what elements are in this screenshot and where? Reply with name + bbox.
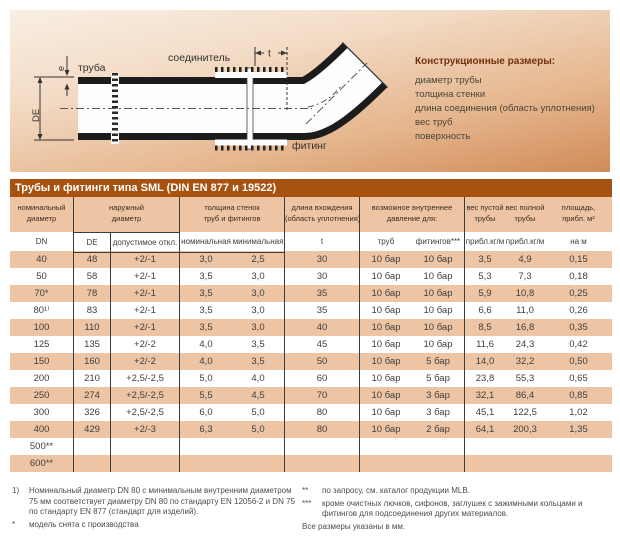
- subheader-cell: прибл.кг/м: [465, 237, 505, 246]
- table-cell: 10 бар: [412, 302, 465, 319]
- table-cell: 10 бар: [412, 285, 465, 302]
- table-cell: 55,3: [515, 373, 535, 384]
- table-cell: 5,3: [478, 271, 492, 282]
- group-header-line: прибл. м²: [562, 214, 595, 223]
- table-cell: 10 бар: [371, 305, 401, 316]
- table-cell: +2/-2: [111, 353, 180, 370]
- fitting-label: фитинг: [292, 140, 327, 152]
- subheader-cell: труб: [377, 237, 395, 246]
- table-cell: 10 бар: [371, 254, 401, 265]
- table-cell: 10 бар: [412, 336, 465, 353]
- wall-thickness-label: e: [56, 65, 66, 71]
- footnote-marker: *: [12, 519, 16, 529]
- table-cell: 500**: [10, 438, 74, 455]
- table-cell: 10 бар: [371, 424, 401, 435]
- table-cell: 0,26: [569, 305, 588, 316]
- subheader-cell: прибл.кг/м: [505, 237, 545, 246]
- table-cell: [111, 455, 180, 472]
- table-cell: 0,85: [569, 390, 588, 401]
- table-cell: 4,5: [232, 387, 285, 404]
- table-cell: 30: [285, 268, 360, 285]
- table-cell: 70: [285, 387, 360, 404]
- column-group-header: [10, 197, 74, 232]
- table-cell: 10 бар: [371, 339, 401, 350]
- table-cell: 0,18: [569, 271, 588, 282]
- table-row: [10, 268, 612, 285]
- table-cell: [545, 455, 612, 472]
- group-header-line: давление для:: [386, 214, 438, 223]
- group-header-line: труб и фитингов: [203, 214, 261, 223]
- table-cell: 0,42: [569, 339, 588, 350]
- table-cell: 3 бар: [412, 404, 465, 421]
- table-cell: 3,0: [232, 319, 285, 336]
- table-cell: 3,5: [199, 288, 213, 299]
- table-cell: [111, 438, 180, 455]
- table-cell: 70*: [10, 285, 74, 302]
- table-cell: 11,0: [516, 305, 534, 316]
- table-cell: 5 бар: [412, 370, 465, 387]
- table-cell: [412, 455, 465, 472]
- table-cell: +2/-1: [111, 268, 180, 285]
- table-cell: 58: [74, 268, 111, 285]
- table-row: [10, 370, 612, 387]
- table-row: [10, 251, 612, 268]
- table-row: [10, 455, 612, 472]
- column-group-header: [74, 197, 180, 232]
- table-cell: +2/-1: [111, 302, 180, 319]
- table-cell: 250: [10, 387, 74, 404]
- table-cell: 10 бар: [371, 373, 401, 384]
- table-cell: 60: [285, 370, 360, 387]
- table-cell: 3,5: [199, 305, 213, 316]
- subheader-cell: номинальная: [180, 232, 232, 253]
- table-cell: 200: [10, 370, 74, 387]
- insertion-length-label: t: [268, 48, 271, 60]
- table-cell: 10 бар: [371, 322, 401, 333]
- table-cell: 6,6: [478, 305, 492, 316]
- construction-dimension-item: вес труб: [415, 117, 453, 128]
- table-title: Трубы и фитинги типа SML (DIN EN 877 и 19522): [10, 179, 612, 197]
- column-group-header: [465, 197, 505, 232]
- construction-dimension-item: длина соединения (область уплотнения): [415, 103, 595, 114]
- group-header-line: диаметр: [26, 214, 57, 223]
- construction-dimension-item: толщина стенки: [415, 89, 486, 100]
- table-cell: 110: [74, 319, 111, 336]
- table-cell: [285, 438, 360, 455]
- table-cell: +2,5/-2,5: [111, 370, 180, 387]
- table-cell: 4,0: [232, 370, 285, 387]
- table-row: [10, 387, 612, 404]
- footnote-text: Номинальный диаметр DN 80 с минимальным внутренним диаметром 75 мм соответствует диаметру DN 80 по стандарту EN 12056-2 и DN 75 по стандарту EN 877 (стандарт для изделий).: [29, 486, 295, 516]
- table-cell: 24,3: [515, 339, 535, 350]
- column-group-header: [505, 197, 545, 232]
- table-cell: 40: [285, 319, 360, 336]
- de-dimension-label: DE: [31, 108, 42, 122]
- table-cell: [232, 438, 285, 455]
- group-header-line: наружный: [109, 203, 144, 212]
- table-cell: 3,0: [232, 268, 285, 285]
- table-cell: 35: [285, 302, 360, 319]
- table-cell: 274: [74, 387, 111, 404]
- table-cell: 32,2: [515, 356, 535, 367]
- group-header-line: трубы: [474, 214, 496, 223]
- group-header-line: номинальный: [17, 203, 66, 212]
- table-cell: [545, 438, 612, 455]
- table-cell: 3 бар: [412, 387, 465, 404]
- table-row: [10, 336, 612, 353]
- group-header-line: толщина стенок: [204, 203, 260, 212]
- subheader-cell: допустимое откл.: [111, 232, 180, 253]
- table-cell: 326: [74, 404, 111, 421]
- table-cell: 0,50: [569, 356, 588, 367]
- table-cell: 5,0: [199, 373, 213, 384]
- table-cell: 1,02: [569, 407, 588, 418]
- table-cell: 14,0: [475, 356, 495, 367]
- table-cell: 83: [74, 302, 111, 319]
- group-header-line: длина вхождения: [291, 203, 353, 212]
- table-cell: 50: [10, 268, 74, 285]
- table-cell: 100: [10, 319, 74, 336]
- table-cell: [232, 455, 285, 472]
- table-cell: 10 бар: [371, 407, 401, 418]
- subheader-cell: t: [285, 232, 360, 253]
- table-cell: 3,5: [232, 353, 285, 370]
- table-cell: 10 бар: [412, 268, 465, 285]
- group-header-line: диаметр: [111, 214, 142, 223]
- footnote-text: кроме очистных лючков, сифонов, заглушек с зажимными кольцами и фитингов для подсоединения других материалов.: [322, 498, 583, 518]
- group-header-line: трубы: [514, 214, 536, 223]
- table-cell: 45,1: [475, 407, 495, 418]
- footnote-text: модель снята с производства: [29, 519, 139, 529]
- table-cell: 0,15: [569, 254, 588, 265]
- sml-table: [10, 179, 612, 472]
- table-cell: 150: [10, 353, 74, 370]
- table-cell: +2/-1: [111, 319, 180, 336]
- table-cell: 3,0: [232, 302, 285, 319]
- dimensions-note: Все размеры указаны в мм.: [302, 521, 406, 531]
- table-cell: 160: [74, 353, 111, 370]
- subheader-cell: на м: [570, 237, 587, 246]
- table-cell: 80¹⁾: [10, 302, 74, 319]
- pipe-diagram-panel: [10, 10, 610, 172]
- table-cell: 45: [285, 336, 360, 353]
- table-cell: 10 бар: [412, 251, 465, 268]
- subheader-cell: DE: [74, 232, 111, 253]
- table-cell: [180, 438, 232, 455]
- table-cell: 3,0: [199, 254, 213, 265]
- table-cell: +2,5/-2,5: [111, 404, 180, 421]
- table-row: [10, 438, 612, 455]
- table-cell: 5,5: [199, 390, 213, 401]
- table-cell: 5,9: [478, 288, 492, 299]
- table-cell: +2/-2: [111, 336, 180, 353]
- table-cell: 0,25: [569, 288, 588, 299]
- table-cell: 16,8: [515, 322, 535, 333]
- footnote: [12, 520, 298, 531]
- table-cell: 3,5: [478, 254, 492, 265]
- table-cell: 5 бар: [412, 353, 465, 370]
- table-cell: 0,35: [569, 322, 588, 333]
- footnote-marker: **: [302, 486, 309, 495]
- table-cell: [505, 455, 545, 472]
- table-cell: [285, 455, 360, 472]
- table-cell: 35: [285, 285, 360, 302]
- construction-dimensions-block: [415, 56, 605, 144]
- table-cell: +2/-1: [111, 285, 180, 302]
- table-cell: 400: [10, 421, 74, 438]
- table-cell: 2,5: [232, 251, 285, 268]
- table-cell: [180, 455, 232, 472]
- table-group-header: [10, 197, 612, 232]
- table-cell: 11,6: [476, 339, 494, 350]
- table-cell: 7,3: [518, 271, 532, 282]
- construction-dimension-item: поверхность: [415, 131, 471, 142]
- table-subheader: [10, 232, 612, 251]
- table-cell: 50: [285, 353, 360, 370]
- table-cell: 600**: [10, 455, 74, 472]
- table-cell: +2,5/-2,5: [111, 387, 180, 404]
- table-cell: 210: [74, 370, 111, 387]
- subheader-cell: DN: [10, 232, 74, 253]
- table-cell: 4,0: [199, 356, 213, 367]
- table-cell: 48: [74, 251, 111, 268]
- table-cell: [412, 438, 465, 455]
- construction-dimensions-title: Конструкционные размеры:: [415, 56, 556, 67]
- table-cell: 3,5: [199, 322, 213, 333]
- footnote: [12, 486, 298, 518]
- table-cell: 86,4: [515, 390, 535, 401]
- table-cell: 30: [285, 251, 360, 268]
- table-cell: 200,3: [513, 424, 537, 435]
- construction-dimension-item: диаметр трубы: [415, 75, 482, 86]
- table-cell: [360, 455, 412, 472]
- table-cell: 80: [285, 404, 360, 421]
- table-row: [10, 404, 612, 421]
- footnote-text: по запросу, см. каталог продукции MLB.: [322, 486, 470, 495]
- table-cell: [360, 438, 412, 455]
- table-cell: 40: [10, 251, 74, 268]
- footnote-marker: 1): [12, 486, 20, 495]
- footnotes: [12, 486, 612, 532]
- table-cell: 8,5: [478, 322, 492, 333]
- table-cell: 78: [74, 285, 111, 302]
- table-cell: [505, 438, 545, 455]
- table-cell: 3,0: [232, 285, 285, 302]
- footnote-marker: ***: [302, 498, 312, 508]
- subheader-cell: минимальная: [232, 232, 285, 253]
- table-cell: 0,65: [569, 373, 588, 384]
- coupling-label: соединитель: [168, 52, 231, 64]
- table-cell: [74, 438, 111, 455]
- table-cell: +2/-3: [111, 421, 180, 438]
- table-cell: 10 бар: [371, 390, 401, 401]
- column-group-header: [360, 197, 465, 232]
- table-cell: 125: [10, 336, 74, 353]
- table-cell: 32,1: [475, 390, 495, 401]
- table-cell: 1,35: [569, 424, 588, 435]
- table-cell: [74, 455, 111, 472]
- group-header-line: вес пустой: [466, 203, 504, 212]
- table-cell: 135: [74, 336, 111, 353]
- table-cell: 10 бар: [371, 356, 401, 367]
- table-row: [10, 285, 612, 302]
- table-cell: 10 бар: [371, 288, 401, 299]
- table-cell: 6,0: [199, 407, 213, 418]
- table-cell: +2/-1: [111, 251, 180, 268]
- footnote: [302, 486, 610, 497]
- table-cell: 3,5: [232, 336, 285, 353]
- table-cell: 6,3: [199, 424, 213, 435]
- subheader-cell: фитингов***: [412, 232, 465, 253]
- pipe-label: труба: [78, 62, 106, 74]
- footnote: [302, 499, 610, 520]
- table-cell: 4,0: [199, 339, 213, 350]
- table-cell: 10 бар: [371, 271, 401, 282]
- group-header-line: площадь,: [561, 203, 596, 212]
- table-cell: 10 бар: [412, 319, 465, 336]
- column-group-header: [180, 197, 285, 232]
- group-header-line: (область уплотнения): [285, 214, 361, 223]
- table-row: [10, 302, 612, 319]
- table-cell: 23,8: [475, 373, 495, 384]
- footnotes-left: [12, 486, 298, 532]
- table-cell: 5,0: [232, 404, 285, 421]
- table-cell: [465, 438, 505, 455]
- table-cell: [465, 455, 505, 472]
- table-cell: 429: [74, 421, 111, 438]
- table-row: [10, 353, 612, 370]
- group-header-line: возможное внутреннее: [371, 203, 453, 212]
- column-group-header: [285, 197, 360, 232]
- table-cell: 10,8: [515, 288, 535, 299]
- footnotes-right: [302, 486, 610, 532]
- table-cell: 2 бар: [412, 421, 465, 438]
- table-cell: 64,1: [475, 424, 495, 435]
- wall-thickness-dimension: [65, 56, 70, 96]
- table-cell: 5,0: [232, 421, 285, 438]
- table-cell: 300: [10, 404, 74, 421]
- table-cell: 122,5: [513, 407, 537, 418]
- table-body: [10, 251, 612, 472]
- table-row: [10, 421, 612, 438]
- table-row: [10, 319, 612, 336]
- group-header-line: вес полной: [505, 203, 545, 212]
- table-cell: 80: [285, 421, 360, 438]
- column-group-header: [545, 197, 612, 232]
- construction-dimensions-list: [415, 74, 605, 144]
- table-cell: 4,9: [518, 254, 532, 265]
- table-cell: 3,5: [199, 271, 213, 282]
